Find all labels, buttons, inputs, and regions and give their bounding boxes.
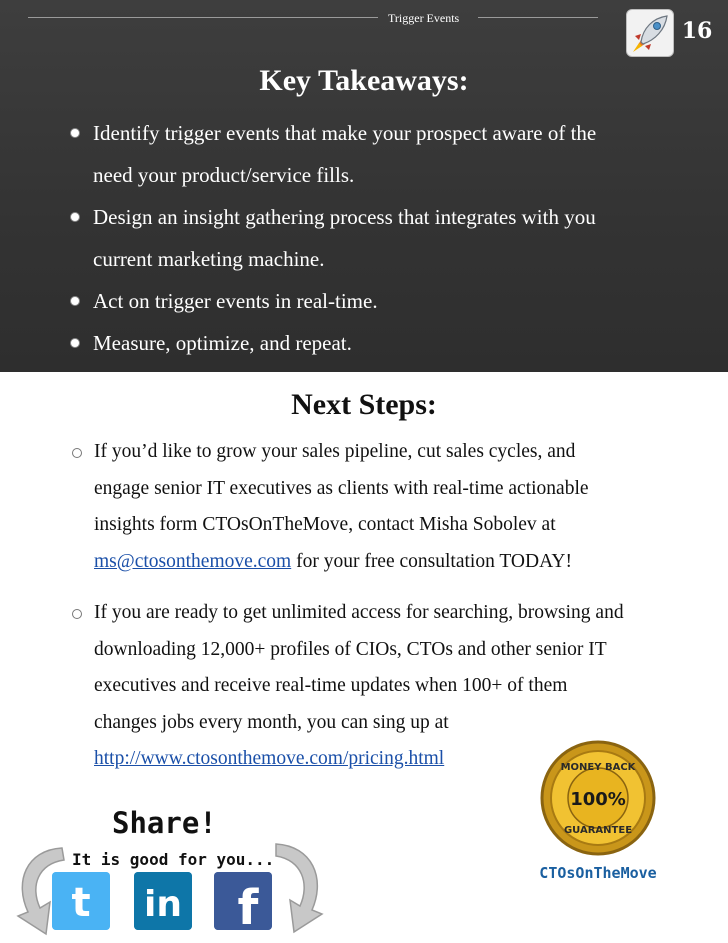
brand-name: CTOsOnTheMove bbox=[539, 864, 657, 882]
takeaways-list bbox=[66, 112, 686, 364]
takeaway-text: current marketing machine. bbox=[93, 247, 325, 271]
linkedin-icon[interactable] bbox=[134, 872, 192, 930]
bullet-icon bbox=[70, 296, 80, 306]
curved-arrow-right-icon bbox=[272, 838, 336, 938]
bullet-icon bbox=[70, 128, 80, 138]
step-text: If you’d like to grow your sales pipeline, cut sales cycles, and bbox=[94, 441, 576, 462]
facebook-glyph: f bbox=[237, 880, 259, 930]
linkedin-glyph: in bbox=[144, 884, 182, 925]
share-title: Share! bbox=[112, 806, 217, 840]
share-subtitle: It is good for you... bbox=[72, 850, 275, 869]
step-text: downloading 12,000+ profiles of CIOs, CTOs and other senior IT bbox=[94, 638, 607, 660]
list-item bbox=[66, 280, 686, 322]
bullet-icon bbox=[70, 338, 80, 348]
step-text: engage senior IT executives as clients with real-time actionable bbox=[94, 477, 589, 499]
step-text: insights form CTOsOnTheMove, contact Misha Sobolev at bbox=[94, 514, 556, 535]
list-item bbox=[66, 112, 686, 196]
badge-bottom-text: GUARANTEE bbox=[563, 825, 633, 836]
twitter-glyph: t bbox=[71, 880, 91, 926]
takeaway-text: Identify trigger events that make your prospect aware of the bbox=[93, 121, 597, 145]
bullet-icon bbox=[72, 609, 82, 619]
email-link[interactable]: ms@ctosonthemove.com bbox=[94, 550, 292, 572]
twitter-icon[interactable] bbox=[52, 872, 110, 930]
header-rule bbox=[478, 17, 598, 18]
header-title: Trigger Events bbox=[388, 11, 460, 25]
next-steps-heading: Next Steps: bbox=[291, 388, 437, 421]
takeaway-text: Act on trigger events in real-time. bbox=[93, 289, 378, 313]
bullet-icon bbox=[72, 448, 82, 458]
key-takeaways-band bbox=[0, 0, 728, 372]
pricing-link[interactable]: http://www.ctosonthemove.com/pricing.html bbox=[94, 748, 445, 769]
next-steps-list bbox=[68, 434, 688, 778]
step-text: for your free consultation TODAY! bbox=[291, 550, 572, 572]
facebook-icon[interactable] bbox=[214, 872, 272, 930]
step-text: changes jobs every month, you can sing up at bbox=[94, 711, 449, 733]
rocket-icon bbox=[626, 9, 674, 57]
money-back-guarantee-badge bbox=[538, 738, 658, 858]
takeaway-text: need your product/service fills. bbox=[93, 163, 355, 187]
list-item bbox=[66, 322, 686, 364]
badge-top-text: MONEY BACK bbox=[560, 762, 636, 773]
header-rule bbox=[28, 17, 378, 18]
takeaway-text: Design an insight gathering process that integrates with you bbox=[93, 205, 596, 229]
badge-center-text: 100% bbox=[570, 789, 626, 810]
key-takeaways-heading: Key Takeaways: bbox=[259, 64, 469, 97]
list-item bbox=[68, 434, 688, 580]
step-text: If you are ready to get unlimited access for searching, browsing and bbox=[94, 602, 624, 623]
list-item bbox=[66, 196, 686, 280]
bullet-icon bbox=[70, 212, 80, 222]
step-text: executives and receive real-time updates when 100+ of them bbox=[94, 675, 568, 696]
page-number: 16 bbox=[681, 18, 713, 44]
takeaway-text: Measure, optimize, and repeat. bbox=[93, 331, 352, 355]
